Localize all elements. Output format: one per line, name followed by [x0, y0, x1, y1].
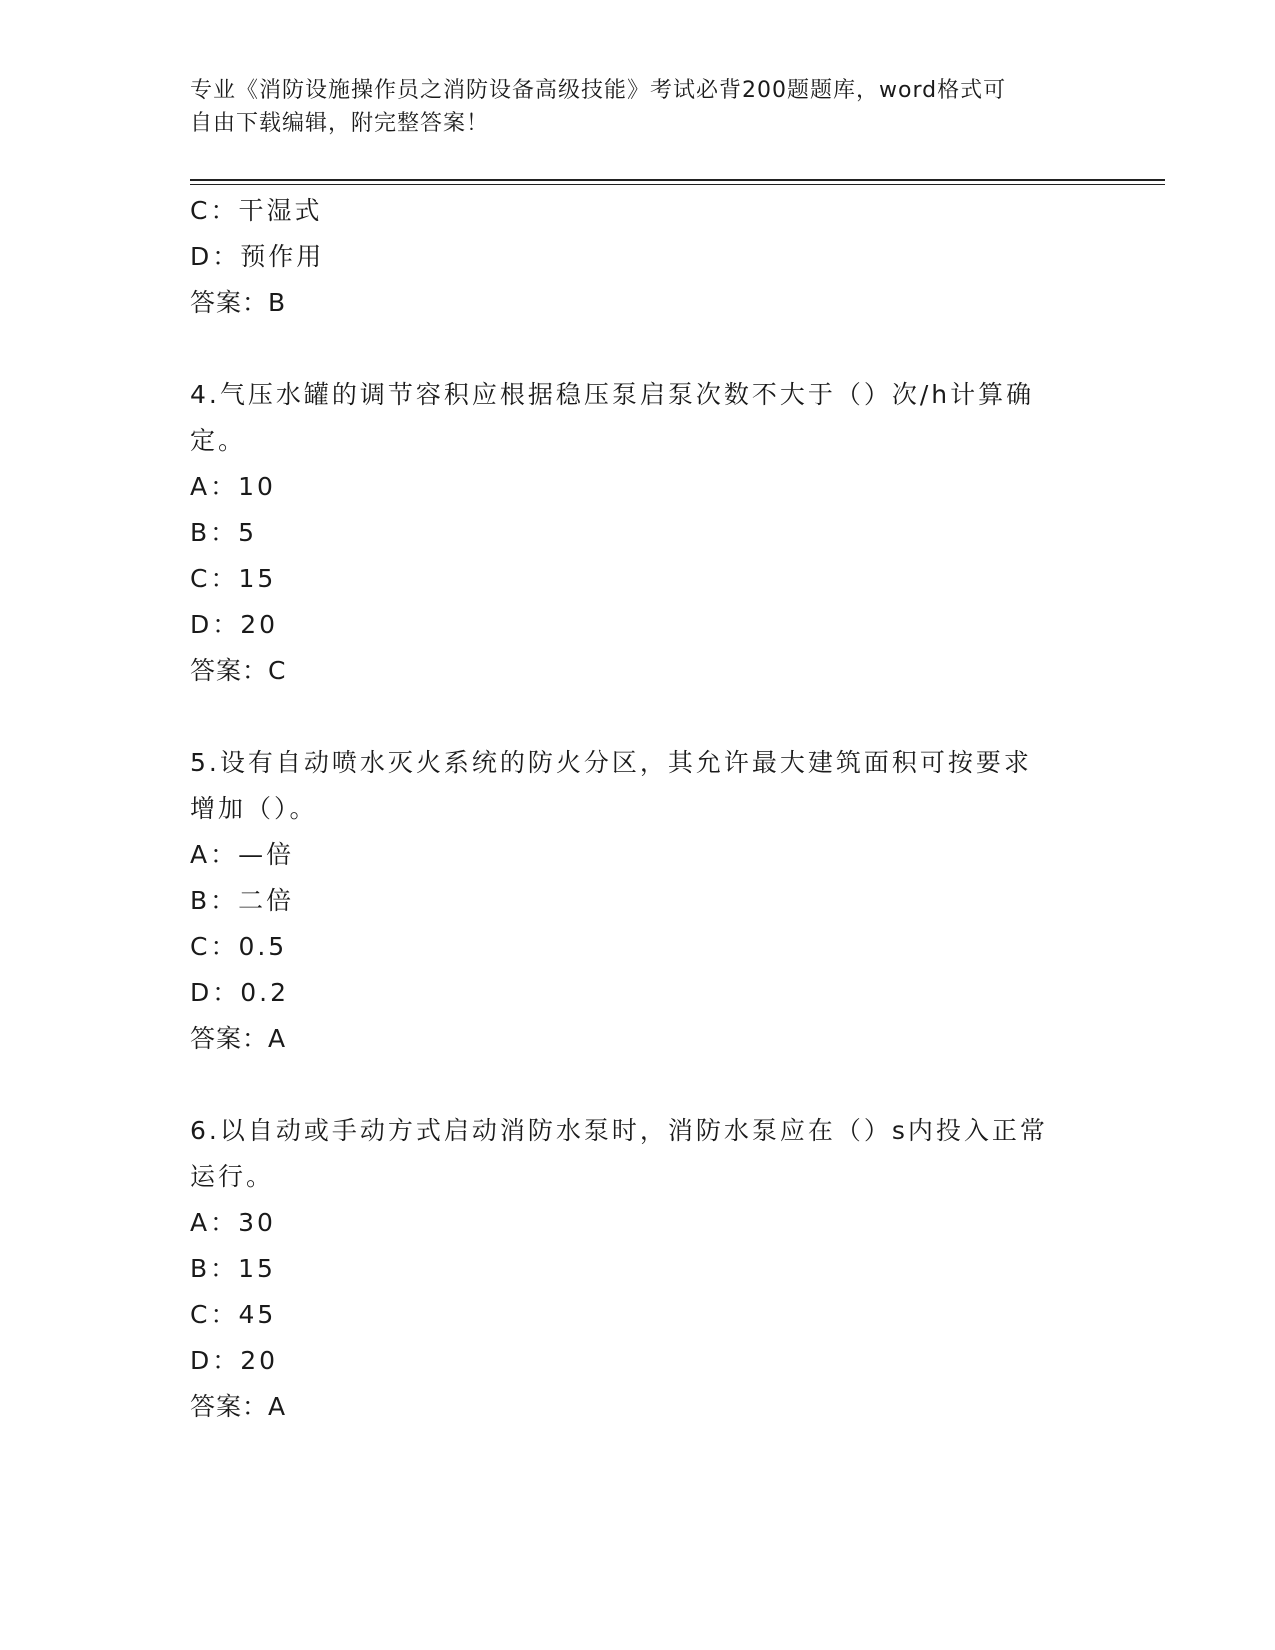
question-text-line-2: 增加（）。: [190, 794, 318, 823]
answer-line: 答案：C: [190, 656, 287, 685]
spacer: [190, 326, 1090, 372]
question-text-line-2: 定。: [190, 426, 247, 455]
spacer: [190, 694, 1090, 740]
header-divider-thick: [190, 179, 1165, 181]
option-a: A：30: [190, 1208, 276, 1237]
option-c: C：干湿式: [190, 196, 323, 225]
option-d: D：20: [190, 610, 279, 639]
question-block-6: [190, 1108, 1090, 1430]
header-title-line-1: 专业《消防设施操作员之消防设备高级技能》考试必背200题题库，word格式可: [190, 78, 1007, 103]
question-list: [190, 188, 1090, 1430]
option-b: B：二倍: [190, 886, 295, 915]
question-text-line-1: 5.设有自动喷水灭火系统的防火分区，其允许最大建筑面积可按要求: [190, 748, 1032, 777]
option-c: C：15: [190, 564, 277, 593]
answer-line: 答案：A: [190, 1024, 287, 1053]
question-block-3: [190, 188, 1090, 326]
option-b: B：5: [190, 518, 258, 547]
header-divider-thin: [190, 184, 1165, 185]
header-title-line-2: 自由下载编辑，附完整答案！: [190, 111, 490, 136]
option-a: A：10: [190, 472, 276, 501]
question-text-line-1: 4.气压水罐的调节容积应根据稳压泵启泵次数不大于（）次/h计算确: [190, 380, 1035, 409]
option-d: D：0.2: [190, 978, 290, 1007]
option-c: C：0.5: [190, 932, 288, 961]
question-text-line-2: 运行。: [190, 1162, 275, 1191]
option-a: A：—倍: [190, 840, 295, 869]
question-block-4: [190, 372, 1090, 694]
spacer: [190, 1062, 1090, 1108]
option-d: D：20: [190, 1346, 279, 1375]
option-d: D：预作用: [190, 242, 325, 271]
document-header: [190, 74, 1070, 140]
answer-line: 答案：A: [190, 1392, 287, 1421]
option-b: B：15: [190, 1254, 276, 1283]
option-c: C：45: [190, 1300, 277, 1329]
answer-line: 答案：B: [190, 288, 287, 317]
question-block-5: [190, 740, 1090, 1062]
question-text-line-1: 6.以自动或手动方式启动消防水泵时，消防水泵应在（）s内投入正常: [190, 1116, 1048, 1145]
